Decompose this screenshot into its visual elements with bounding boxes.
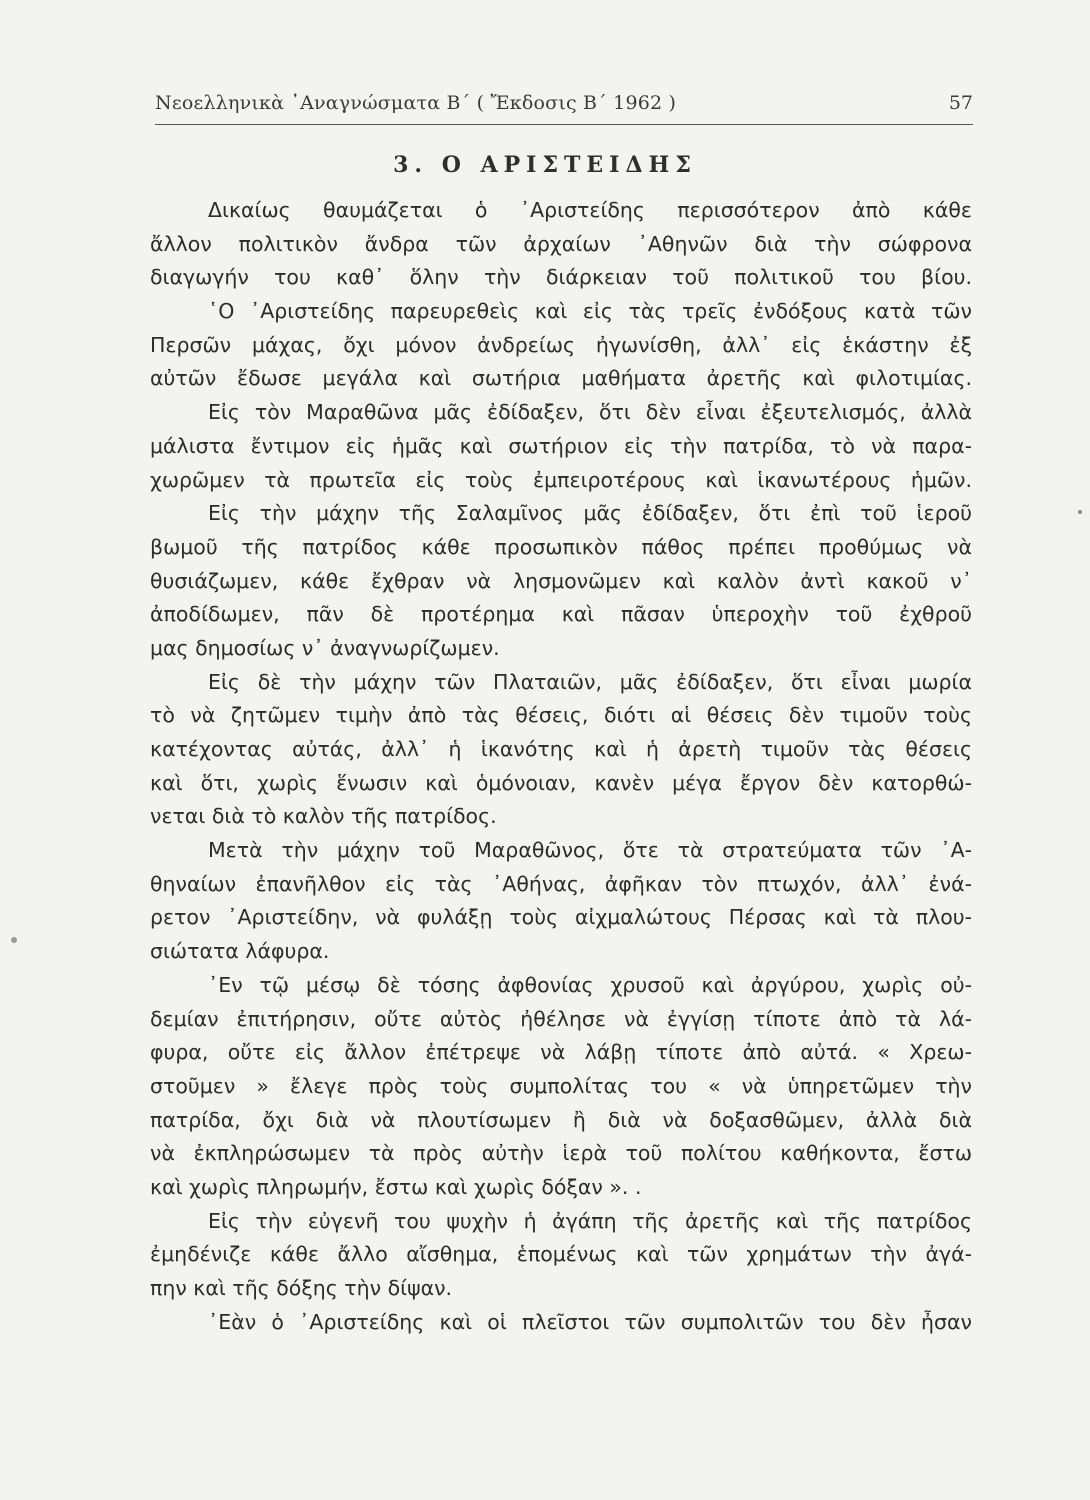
text-line: Εἰς τὸν Μαραθῶνα μᾶς ἐδίδαξεν, ὅτι δὲν εἶναι ἐξευτελισμός, ἀλλὰ <box>208 400 972 425</box>
text-line: κατέχοντας αὐτάς, ἀλλ᾿ ἡ ἱκανότης καὶ ἡ ἀρετὴ τιμοῦν τὰς θέσεις <box>150 737 972 761</box>
text-line: τὸ νὰ ζητῶμεν τιμὴν ἀπὸ τὰς θέσεις, διότι αἱ θέσεις δὲν τιμοῦν τοὺς <box>150 703 972 728</box>
speck-mark <box>11 937 17 943</box>
text-line: διαγωγήν του καθ᾿ ὅλην τὴν διάρκειαν τοῦ πολιτικοῦ του βίου. <box>150 265 972 290</box>
text-line: θυσιάζωμεν, κάθε ἔχθραν νὰ λησμονῶμεν καὶ καλὸν ἀντὶ κακοῦ ν᾿ <box>150 568 972 593</box>
text-line: μας δημοσίως ν᾿ ἀναγνωρίζωμεν. <box>150 635 500 660</box>
text-line: Μετὰ τὴν μάχην τοῦ Μαραθῶνος, ὅτε τὰ στρατεύματα τῶν ᾿Α- <box>208 838 972 863</box>
text-line: Εἰς δὲ τὴν μάχην τῶν Πλαταιῶν, μᾶς ἐδίδαξεν, ὅτι εἶναι μωρία <box>208 669 972 694</box>
text-line: δεμίαν ἐπιτήρησιν, οὔτε αὐτὸς ἠθέλησε νὰ ἐγγίσῃ τίποτε ἀπὸ τὰ λά- <box>150 1006 972 1031</box>
body-text <box>150 194 972 1339</box>
text-line: φυρα, οὔτε εἰς ἄλλον ἐπέτρεψε νὰ λάβῃ τίποτε ἀπὸ αὐτά. « Χρεω- <box>150 1040 972 1065</box>
running-header <box>155 90 973 125</box>
text-line: στοῦμεν » ἔλεγε πρὸς τοὺς συμπολίτας του « νὰ ὑπηρετῶμεν τὴν <box>150 1073 972 1098</box>
text-line: νὰ ἐκπληρώσωμεν τὰ πρὸς αὐτὴν ἱερὰ τοῦ πολίτου καθήκοντα, ἔστω <box>150 1141 972 1166</box>
text-line: θηναίων ἐπανῆλθον εἰς τὰς ᾿Αθήνας, ἀφῆκαν τὸν πτωχόν, ἀλλ᾿ ἐνά- <box>150 871 972 896</box>
text-line: πατρίδα, ὄχι διὰ νὰ πλουτίσωμεν ἢ διὰ νὰ δοξασθῶμεν, ἀλλὰ διὰ <box>150 1107 972 1132</box>
text-line: Εἰς τὴν μάχην τῆς Σαλαμῖνος μᾶς ἐδίδαξεν, ὅτι ἐπὶ τοῦ ἱεροῦ <box>208 501 972 526</box>
text-line: ῾Ο ᾿Αριστείδης παρευρεθεὶς καὶ εἰς τὰς τρεῖς ἐνδόξους κατὰ τῶν <box>208 299 972 324</box>
text-line: ᾿Εν τῷ μέσῳ δὲ τόσης ἀφθονίας χρυσοῦ καὶ ἀργύρου, χωρὶς οὐ- <box>208 972 972 997</box>
text-line: καὶ χωρὶς πληρωμήν, ἔστω καὶ χωρὶς δόξαν ». . <box>150 1174 642 1199</box>
text-line: βωμοῦ τῆς πατρίδος κάθε προσωπικὸν πάθος πρέπει προθύμως νὰ <box>150 534 972 559</box>
text-line: ἄλλον πολιτικὸν ἄνδρα τῶν ἀρχαίων ᾿Αθηνῶν διὰ τὴν σώφρονα <box>150 231 972 256</box>
text-line: χωρῶμεν τὰ πρωτεῖα εἰς τοὺς ἐμπειροτέρους καὶ ἱκανωτέρους ἡμῶν. <box>150 467 972 492</box>
text-line: νεται διὰ τὸ καλὸν τῆς πατρίδος. <box>150 804 497 829</box>
text-line: Δικαίως θαυμάζεται ὁ ᾿Αριστείδης περισσότερον ἀπὸ κάθε <box>208 198 972 222</box>
text-line: καὶ ὅτι, χωρὶς ἕνωσιν καὶ ὁμόνοιαν, κανὲν μέγα ἔργον δὲν κατορθώ- <box>150 770 972 795</box>
text-line: πην καὶ τῆς δόξης τὴν δίψαν. <box>150 1276 453 1300</box>
text-line: ἀποδίδωμεν, πᾶν δὲ προτέρημα καὶ πᾶσαν ὑπεροχὴν τοῦ ἐχθροῦ <box>150 602 972 627</box>
text-line: αὐτῶν ἔδωσε μεγάλα καὶ σωτήρια μαθήματα ἀρετῆς καὶ φιλοτιμίας. <box>150 366 972 391</box>
speck-mark <box>1078 510 1082 514</box>
text-line: ρετον ᾿Αριστείδην, νὰ φυλάξῃ τοὺς αἰχμαλώτους Πέρσας καὶ τὰ πλου- <box>150 905 972 930</box>
text-line: ᾿Εὰν ὁ ᾿Αριστείδης καὶ οἱ πλεῖστοι τῶν συμπολιτῶν του δὲν ἦσαν <box>208 1309 972 1334</box>
text-line: μάλιστα ἔντιμον εἰς ἡμᾶς καὶ σωτήριον εἰς τὴν πατρίδα, τὸ νὰ παρα- <box>150 433 972 458</box>
text-line: Περσῶν μάχας, ὄχι μόνον ἀνδρείως ἠγωνίσθη, ἀλλ᾿ εἰς ἑκάστην ἐξ <box>150 332 972 357</box>
chapter-title: 3. Ο ΑΡΙΣΤΕΙΔΗΣ <box>393 152 697 178</box>
text-line: σιώτατα λάφυρα. <box>150 939 330 964</box>
page-number: 57 <box>948 92 973 114</box>
text-line: ἐμηδένιζε κάθε ἄλλο αἴσθημα, ἑπομένως καὶ τῶν χρημάτων τὴν ἀγά- <box>150 1242 972 1267</box>
text-line: Εἰς τὴν εὐγενῆ του ψυχὴν ἡ ἀγάπη τῆς ἀρετῆς καὶ τῆς πατρίδος <box>208 1208 972 1233</box>
running-title: Νεοελληνικὰ ᾿Αναγνώσματα Β΄ ( Ἔκδοσις Β΄ 1962 ) <box>155 92 677 114</box>
